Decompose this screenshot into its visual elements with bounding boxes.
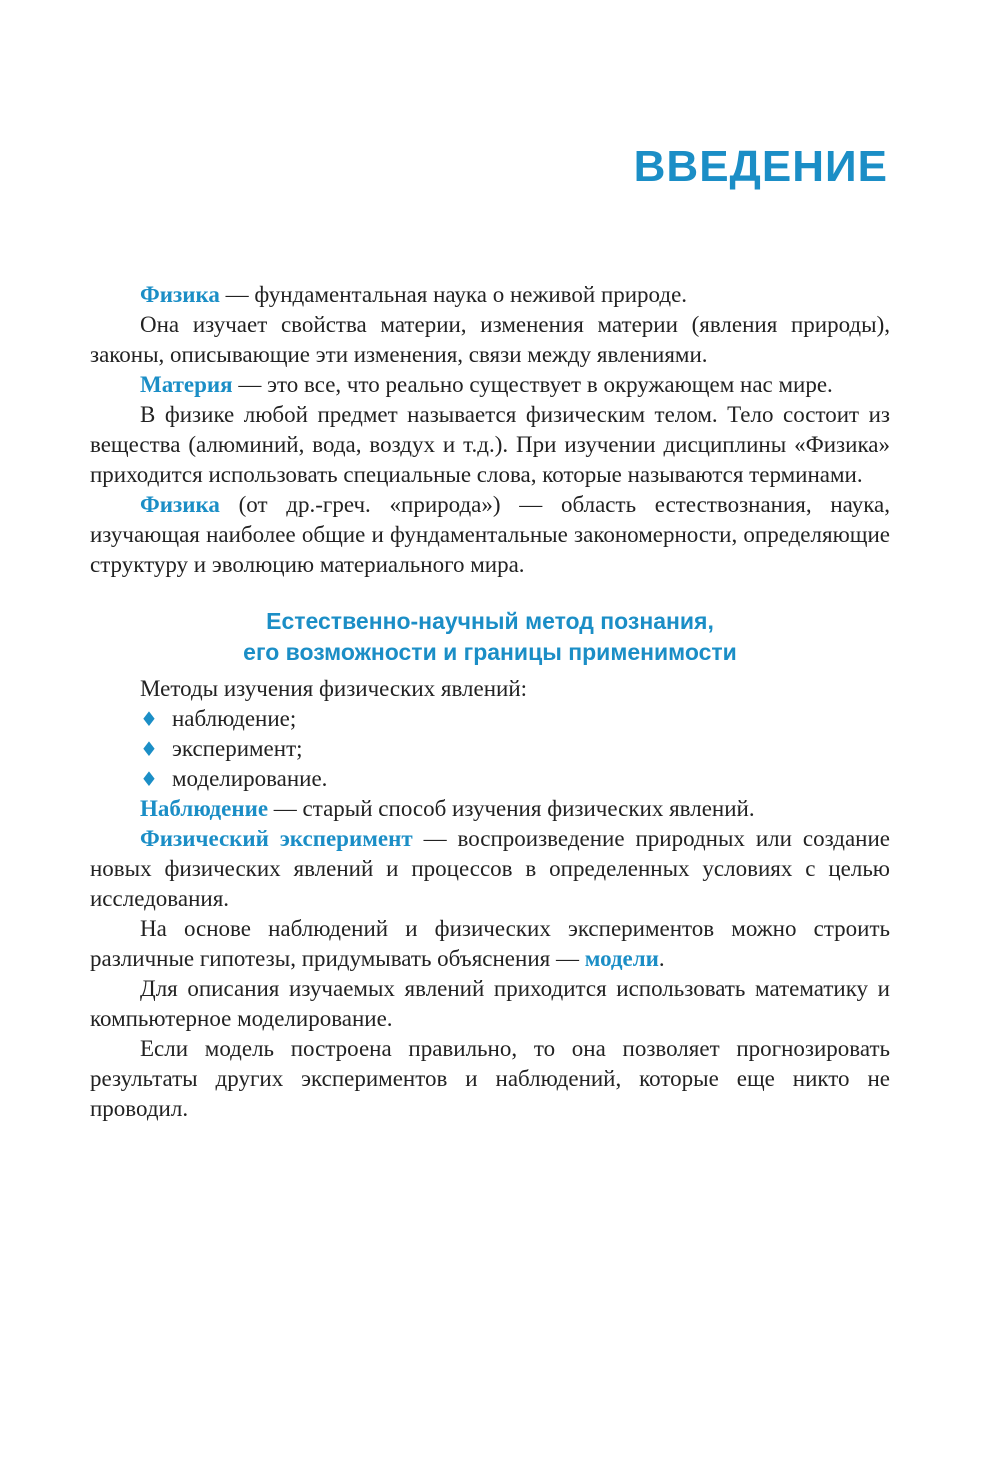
paragraph-experiment: Физический эксперимент — воспроизведение природных или создание новых физических явлений и процессов в определенных условиях с целью исследования.	[90, 826, 890, 911]
paragraph-physics-definition: Физика — фундаментальная наука о неживой природе.	[140, 282, 688, 307]
term-observation: Наблюдение	[140, 796, 269, 821]
diamond-bullet-icon: ♦	[140, 707, 158, 731]
term-experiment: Физический эксперимент	[140, 826, 413, 851]
term-matter: Материя	[140, 372, 233, 397]
term-physics-2: Физика	[140, 492, 220, 517]
diamond-bullet-icon: ♦	[140, 737, 158, 761]
paragraph-matter-definition: Материя — это все, что реально существует в окружающем нас мире.	[140, 372, 833, 397]
term-physics: Физика	[140, 282, 220, 307]
paragraph-physics-etymology: Физика (от др.-греч. «природа») — область естествознания, наука, изучающая наиболее общие и фундаментальные закономерности, определяющие структуру и эволюцию материального мира.	[90, 492, 890, 577]
paragraph-physics-subject: Она изучает свойства материи, изменения материи (явления природы), законы, описывающие эти изменения, связи между явлениями.	[90, 312, 890, 367]
main-text	[90, 280, 890, 1124]
term-models: модели	[584, 946, 659, 971]
paragraph-prediction: Если модель построена правильно, то она позволяет прогнозировать результаты других экспериментов и наблюдений, которые еще никто не проводил.	[90, 1036, 890, 1121]
methods-list	[90, 704, 890, 794]
chapter-title: ВВЕДЕНИЕ	[633, 142, 888, 191]
paragraph-models: На основе наблюдений и физических экспериментов можно строить различные гипотезы, придумывать объяснения — модели.	[90, 916, 890, 971]
paragraph-physical-body: В физике любой предмет называется физическим телом. Тело состоит из вещества (алюминий, вода, воздух и т.д.). При изучении дисциплины «Физика» приходится использовать специальные слова, которые называются терминами.	[90, 402, 890, 487]
section-title-line-2: его возможности и границы применимости	[243, 639, 737, 665]
paragraph-observation: Наблюдение — старый способ изучения физических явлений.	[140, 796, 755, 821]
section-title	[90, 606, 890, 668]
list-item: ♦ наблюдение;	[140, 704, 890, 734]
list-item: ♦ моделирование.	[140, 764, 890, 794]
paragraph-methods-intro: Методы изучения физических явлений:	[140, 676, 528, 701]
section-title-line-1: Естественно-научный метод познания,	[266, 608, 714, 634]
list-item: ♦ эксперимент;	[140, 734, 890, 764]
paragraph-math: Для описания изучаемых явлений приходится использовать математику и компьютерное моделирование.	[90, 976, 890, 1031]
diamond-bullet-icon: ♦	[140, 767, 158, 791]
